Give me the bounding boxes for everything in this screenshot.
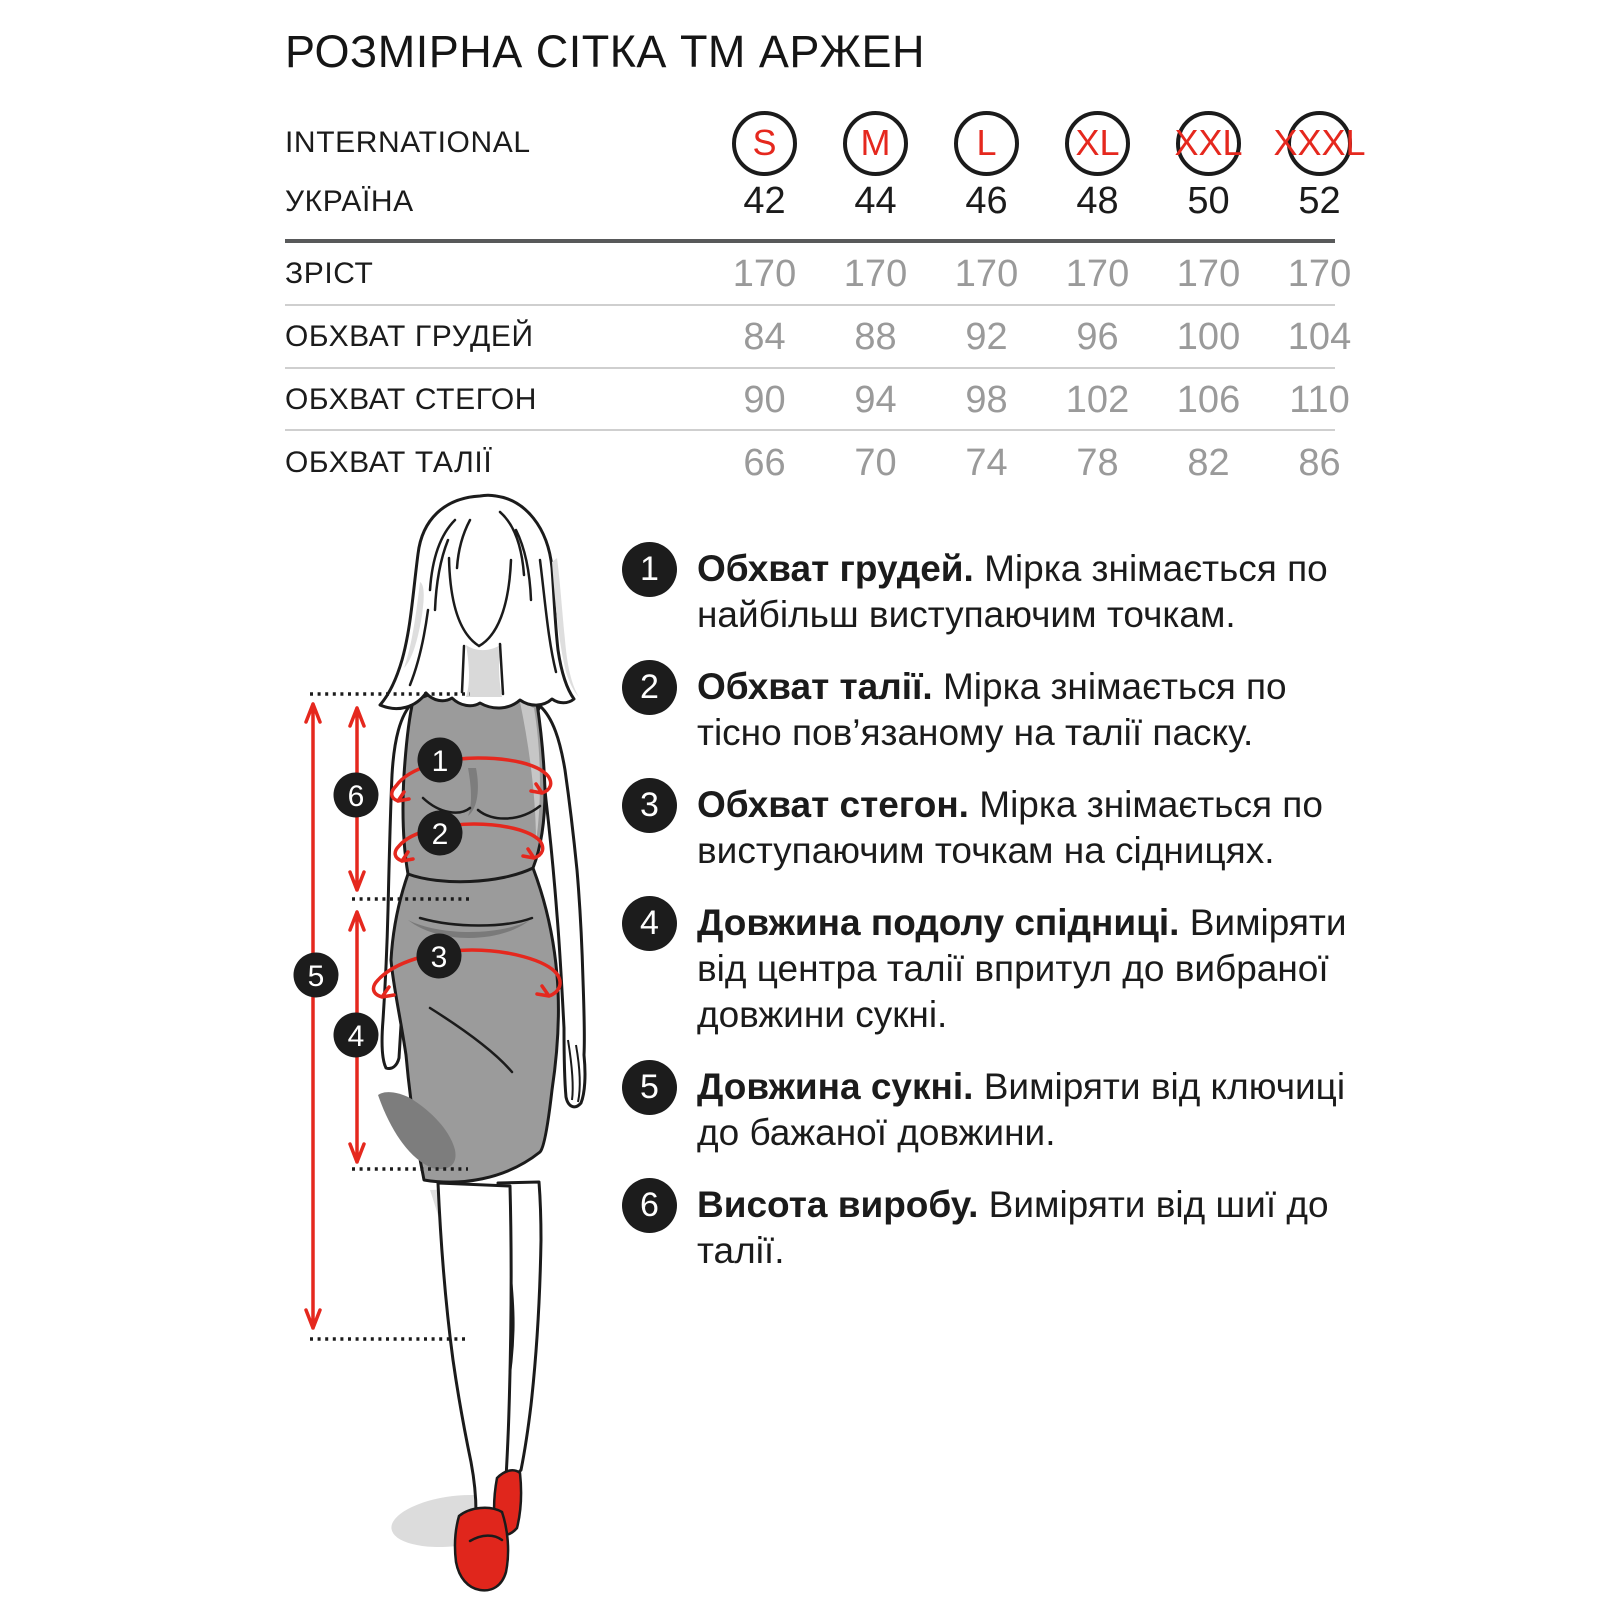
cell-value: 170 (1065, 252, 1130, 295)
table-row-ukraine (285, 180, 1377, 220)
legend-item-1 (622, 546, 1394, 638)
cell-value: 84 (743, 315, 786, 358)
legend-num-1: 1 (622, 542, 677, 597)
legend-item-5 (622, 1064, 1394, 1156)
size-badge-xxl (1176, 111, 1241, 176)
legend-term: Довжина сукні. (697, 1066, 974, 1107)
cell-value: 170 (732, 252, 797, 295)
size-letter: S (752, 122, 777, 163)
row-label: ОБХВАТ СТЕГОН (285, 383, 538, 416)
ukraine-size: 48 (1076, 180, 1119, 222)
ukraine-size: 50 (1187, 180, 1230, 222)
legend-desc: Мірка знімається по тісно пов’язаному на талії паску. (697, 666, 1287, 753)
size-badge-xxxl (1273, 111, 1366, 176)
size-letter: M (860, 122, 891, 163)
divider-thick (285, 239, 1335, 243)
cell-value: 170 (843, 252, 908, 295)
size-badge-l (954, 111, 1019, 176)
cell-value: 74 (965, 441, 1008, 484)
legend-text-5 (697, 1064, 1377, 1156)
legend-term: Довжина подолу спідниці. (697, 902, 1180, 943)
figure-marker-5: 5 (307, 960, 325, 993)
legend-desc: Мірка знімається по виступаючим точкам на сідницях. (697, 784, 1323, 871)
legend-text-6 (697, 1182, 1377, 1274)
cell-value: 110 (1289, 378, 1350, 421)
figure-marker-1: 1 (431, 745, 449, 778)
row-label-ukraine: УКРАЇНА (285, 184, 414, 218)
size-badge-s (732, 111, 797, 176)
size-letter: XL (1075, 122, 1120, 163)
size-letter: XXXL (1273, 122, 1366, 163)
legend-item-2 (622, 664, 1394, 756)
cell-value: 106 (1176, 378, 1241, 421)
divider (285, 429, 1335, 431)
figure-marker-6: 6 (347, 780, 365, 813)
legend-num-6: 6 (622, 1178, 677, 1233)
row-label: ОБХВАТ ГРУДЕЙ (285, 320, 534, 353)
table-row-hips (285, 371, 1377, 429)
divider (285, 367, 1335, 369)
ukraine-size: 52 (1298, 180, 1341, 222)
legend-list (622, 546, 1394, 1300)
front-shoe (455, 1508, 508, 1591)
cell-value: 170 (1176, 252, 1241, 295)
legend-num-5: 5 (622, 1060, 677, 1115)
cell-value: 92 (965, 315, 1008, 358)
legend-item-3 (622, 782, 1394, 874)
cell-value: 88 (854, 315, 897, 358)
cell-value: 104 (1287, 315, 1352, 358)
cell-value: 90 (743, 378, 786, 421)
cell-value: 70 (854, 441, 897, 484)
ukraine-size: 44 (854, 180, 897, 222)
row-label: ЗРІСТ (285, 257, 374, 290)
legend-text-1 (697, 546, 1377, 638)
legend-desc: Виміряти від центра талії впритул до вибраної довжини сукні. (697, 902, 1347, 1035)
legend-num-4: 4 (622, 896, 677, 951)
legend-term: Обхват грудей. (697, 548, 974, 589)
ukraine-size: 46 (965, 180, 1008, 222)
table-row-bust (285, 308, 1377, 366)
front-leg (438, 1183, 511, 1518)
size-letter: L (976, 122, 997, 163)
row-label: ОБХВАТ ТАЛІЇ (285, 446, 493, 479)
cell-value: 78 (1076, 441, 1119, 484)
legend-desc: Виміряти від ключиці до бажаної довжини. (697, 1066, 1346, 1153)
cell-value: 96 (1076, 315, 1119, 358)
legend-term: Обхват талії. (697, 666, 933, 707)
page-title: РОЗМІРНА СІТКА ТМ АРЖЕН (285, 26, 926, 77)
legend-desc: Мірка знімається по найбільш виступаючим точкам. (697, 548, 1328, 635)
size-letter: XXL (1174, 122, 1243, 163)
measure-line-dress-length (306, 704, 320, 1328)
cell-value: 86 (1298, 441, 1341, 484)
legend-text-4 (697, 900, 1377, 1038)
figure-marker-4: 4 (347, 1020, 365, 1053)
legend-desc: Виміряти від шиї до талії. (697, 1184, 1329, 1271)
legend-num-2: 2 (622, 660, 677, 715)
legend-text-3 (697, 782, 1377, 874)
size-badge-xl (1065, 111, 1130, 176)
legend-term: Обхват стегон. (697, 784, 969, 825)
figure-marker-2: 2 (431, 818, 449, 851)
cell-value: 170 (954, 252, 1019, 295)
cell-value: 100 (1176, 315, 1241, 358)
legend-term: Висота виробу. (697, 1184, 979, 1225)
cell-value: 66 (743, 441, 786, 484)
legend-item-4 (622, 900, 1394, 1038)
legend-text-2 (697, 664, 1377, 756)
cell-value: 170 (1287, 252, 1352, 295)
cell-value: 98 (965, 378, 1008, 421)
ukraine-size: 42 (743, 180, 786, 222)
neck-shading (466, 644, 502, 697)
cell-value: 94 (854, 378, 897, 421)
legend-item-6 (622, 1182, 1394, 1274)
legend-num-3: 3 (622, 778, 677, 833)
cell-value: 102 (1065, 378, 1130, 421)
size-badge-m (843, 111, 908, 176)
table-row-height (285, 245, 1377, 303)
measurement-figure (280, 480, 620, 1600)
table-row-international (285, 109, 1377, 177)
cell-value: 82 (1187, 441, 1230, 484)
row-label-international: INTERNATIONAL (285, 126, 531, 159)
divider (285, 304, 1335, 306)
figure-marker-3: 3 (430, 941, 448, 974)
